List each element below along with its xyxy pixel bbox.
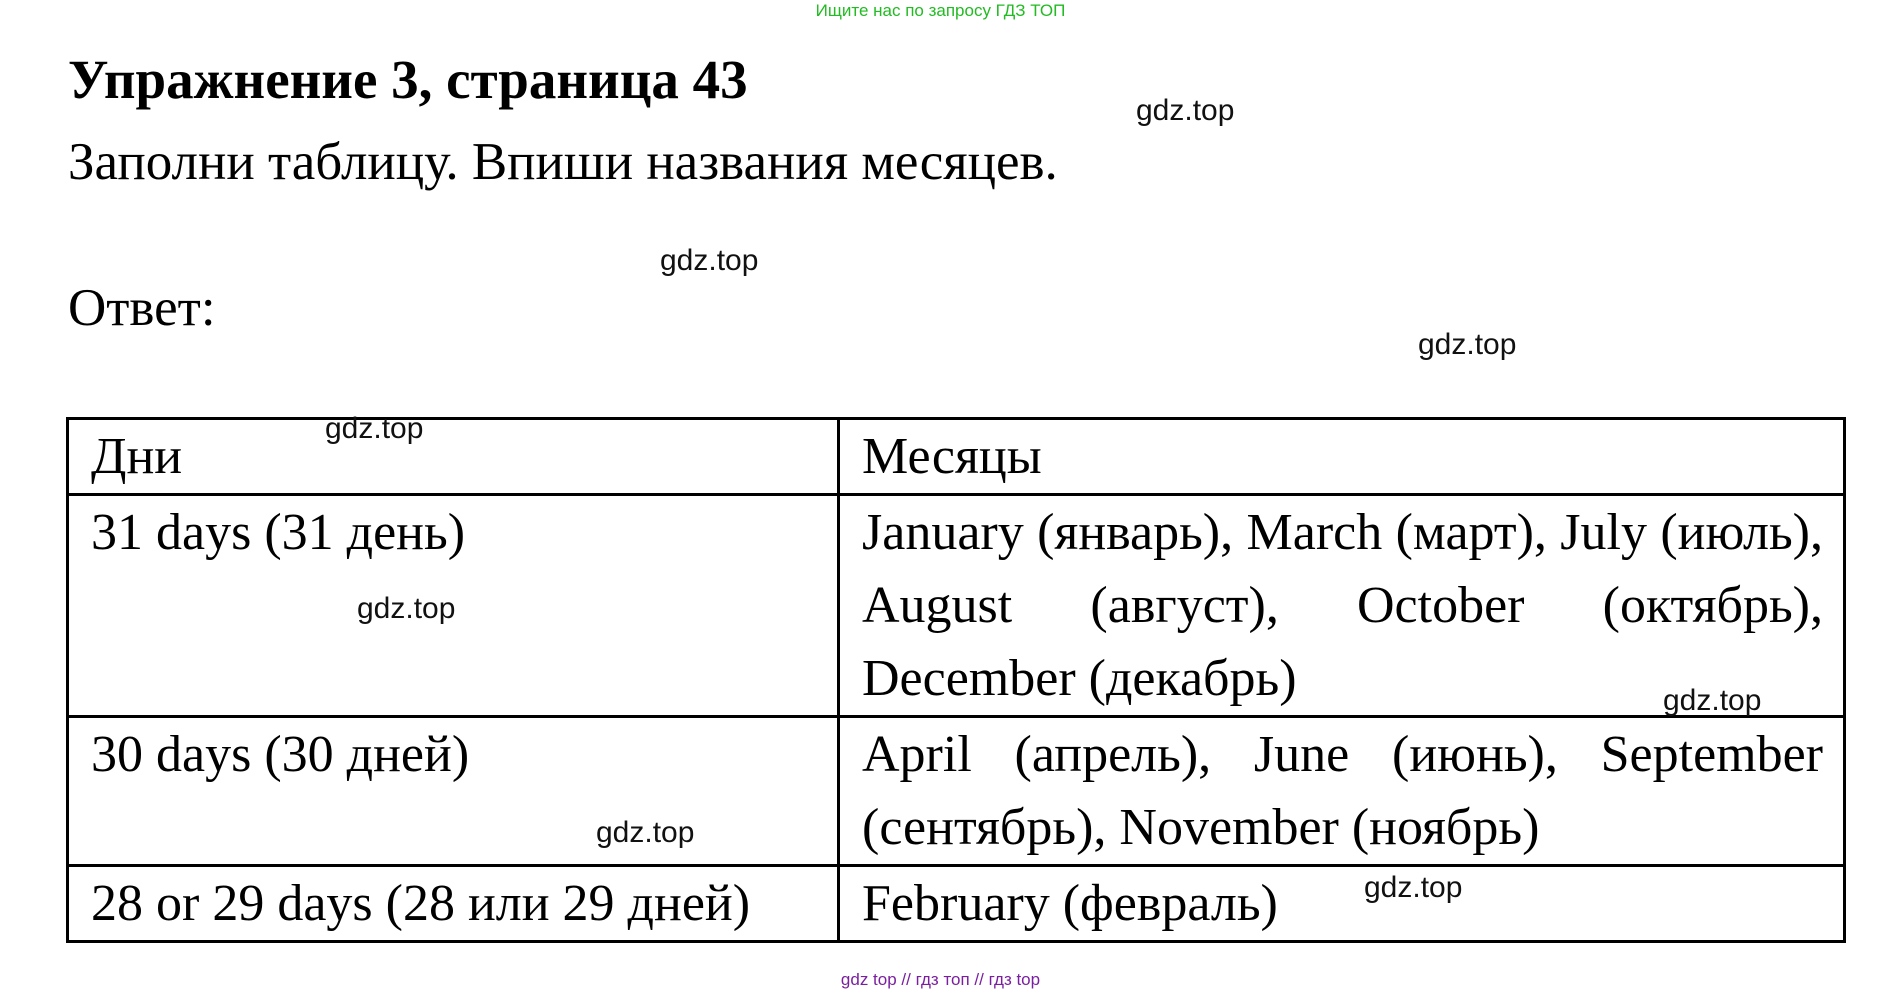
watermark: gdz.top [1663,684,1762,717]
watermark: gdz.top [1364,871,1463,904]
months-table [66,417,1846,943]
days-cell: 28 or 29 days (28 или 29 дней) [68,866,839,942]
watermark: gdz.top [1136,94,1235,127]
watermark: gdz.top [1418,328,1517,361]
days-cell: 30 days (30 дней) [68,717,839,866]
table-row [68,495,1845,717]
months-cell: January (январь), March (март), July (июль), August (август), October (октябрь), December (декабрь) [839,495,1845,717]
watermark: gdz.top [325,412,424,445]
header-months: Месяцы [839,419,1845,495]
watermark: gdz.top [596,816,695,849]
top-banner-link[interactable]: Ищите нас по запросу ГДЗ ТОП [815,1,1066,20]
table-row [68,866,1845,942]
answer-label: Ответ: [68,279,216,337]
footer-links[interactable]: gdz top // гдз топ // гдз top [840,970,1041,989]
watermark: gdz.top [357,592,456,625]
months-cell: February (февраль) [839,866,1845,942]
watermark: gdz.top [660,244,759,277]
task-text: Заполни таблицу. Впиши названия месяцев. [68,133,1058,191]
table-row [68,717,1845,866]
header-days: Дни [68,419,839,495]
months-cell: April (апрель), June (июнь), September (сентябрь), November (ноябрь) [839,717,1845,866]
page-title: Упражнение 3, страница 43 [68,49,748,110]
days-cell: 31 days (31 день) [68,495,839,717]
